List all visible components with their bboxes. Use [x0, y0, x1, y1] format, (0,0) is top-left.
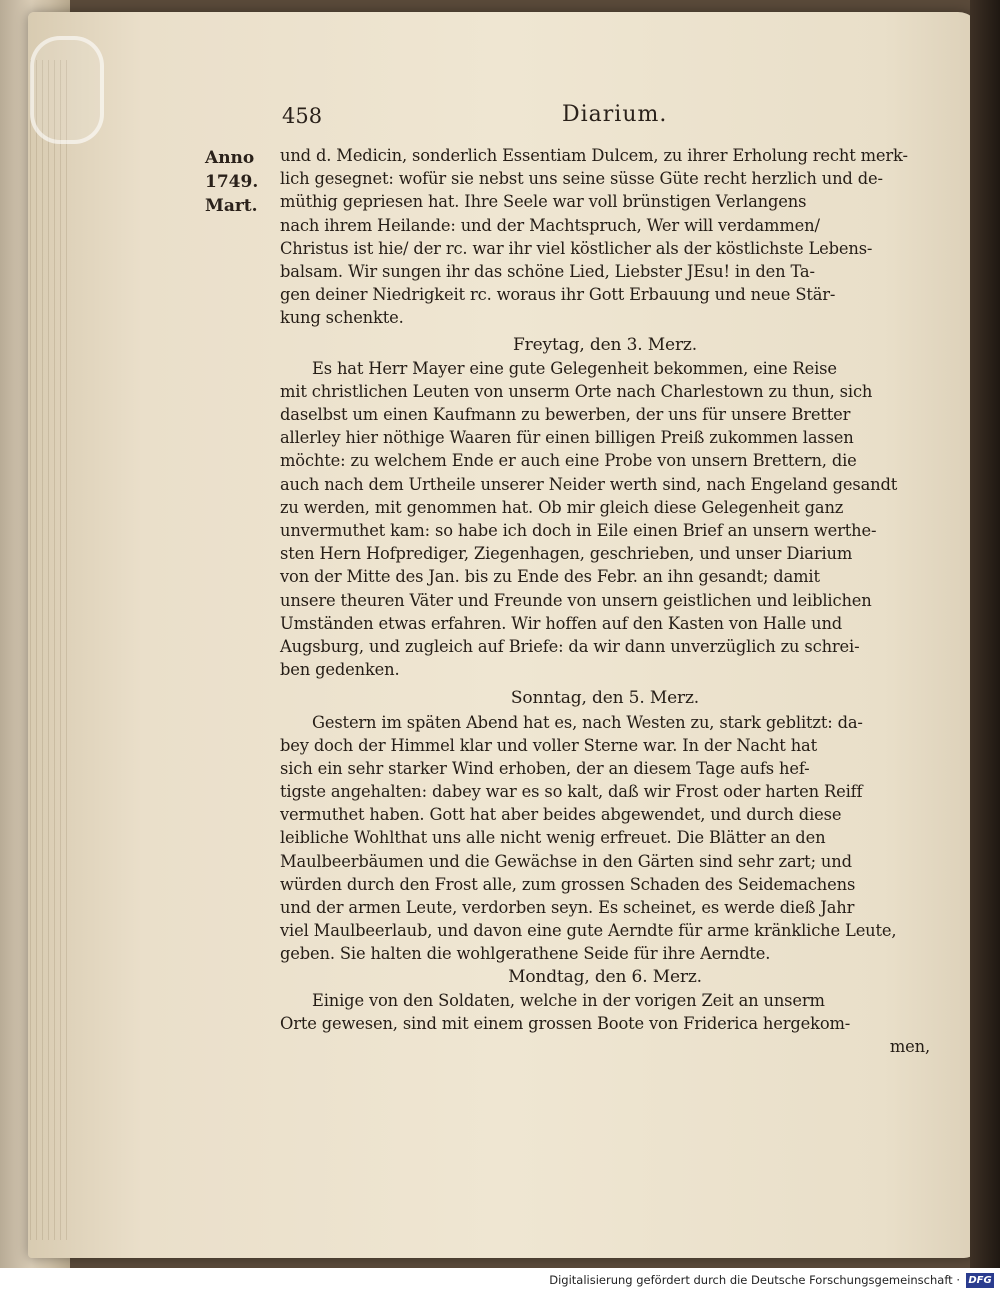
entry-heading: Mondtag, den 6. Merz. [508, 966, 702, 987]
text-line: leibliche Wohlthat uns alle nicht wenig erfreuet. Die Blätter an den [280, 828, 826, 848]
text-line: balsam. Wir sungen ihr das schöne Lied, Liebster JEsu! in den Ta- [280, 261, 815, 281]
plastic-clip [30, 36, 104, 144]
text-line: ben gedenken. [280, 660, 400, 680]
text-line: mit christlichen Leuten von unserm Orte nach Charlestown zu thun, sich [280, 381, 873, 401]
page-header [282, 100, 932, 136]
text-line: möchte: zu welchem Ende er auch eine Probe von unsern Brettern, die [280, 451, 857, 471]
text-line: Christus ist hie/ der rc. war ihr viel köstlicher als der köstlichste Lebens- [280, 238, 873, 258]
text-line: sich ein sehr starker Wind erhoben, der an diesem Tage aufs hef- [280, 758, 810, 778]
text-line: kung schenkte. [280, 308, 404, 328]
text-line: zu werden, mit genommen hat. Ob mir gleich diese Gelegenheit ganz [280, 497, 844, 517]
text-line: lich gesegnet: wofür sie nebst uns seine süsse Güte recht herzlich und de- [280, 169, 883, 189]
text-line: und d. Medicin, sonderlich Essentiam Dulcem, zu ihrer Erholung recht merk- [280, 146, 908, 165]
footer-bar [0, 1268, 1000, 1295]
text-line: müthig gepriesen hat. Ihre Seele war voll brünstigen Verlangens [280, 192, 807, 212]
margin-line: Anno [205, 148, 255, 168]
margin-line: Mart. [205, 196, 258, 216]
page-number: 458 [282, 104, 323, 128]
text-line: Maulbeerbäumen und die Gewächse in den Gärten sind sehr zart; und [280, 851, 852, 871]
text-line: unvermuthet kam: so habe ich doch in Eile einen Brief an unsern werthe- [280, 521, 877, 540]
funding-notice: Digitalisierung gefördert durch die Deutsche Forschungsgemeinschaft · [549, 1273, 960, 1287]
text-line: daselbst um einen Kaufmann zu bewerben, der uns für unsere Bretter [280, 405, 851, 425]
text-line: vermuthet haben. Gott hat aber beides abgewendet, und durch diese [280, 805, 842, 825]
text-line: tigste angehalten: dabey war es so kalt, daß wir Frost oder harten Reiff [280, 782, 863, 802]
text-line: viel Maulbeerlaub, und davon eine gute Aerndte für arme kränkliche Leute, [280, 921, 897, 941]
text-line: Umständen etwas erfahren. Wir hoffen auf den Kasten von Halle und [280, 613, 843, 633]
entry-heading: Sonntag, den 5. Merz. [510, 688, 700, 709]
text-line: allerley hier nöthige Waaren für einen billigen Preiß zukommen lassen [280, 428, 854, 448]
entry-heading: Freytag, den 3. Merz. [513, 334, 697, 355]
text-line: Einige von den Soldaten, welche in der vorigen Zeit an unserm [312, 990, 825, 1010]
text-line: unsere theuren Väter und Freunde von unsern geistlichen und leiblichen [280, 590, 872, 610]
text-line: Es hat Herr Mayer eine gute Gelegenheit bekommen, eine Reise [312, 358, 837, 378]
text-line: nach ihrem Heilande: und der Machtspruch, Wer will verdammen/ [280, 215, 820, 235]
margin-line: 1749. [205, 172, 259, 192]
text-line: geben. Sie halten die wohlgerathene Seide für ihre Aerndte. [280, 944, 771, 964]
text-line: Gestern im späten Abend hat es, nach Westen zu, stark geblitzt: da- [312, 712, 863, 732]
text-line: bey doch der Himmel klar und voller Sterne war. In der Nacht hat [280, 735, 817, 755]
catchword: men, [889, 1037, 930, 1057]
margin-note [205, 146, 277, 218]
text-line: würden durch den Frost alle, zum grossen Schaden des Seidemachens [280, 874, 856, 894]
dfg-logo: DFG [966, 1273, 994, 1288]
text-line: Orte gewesen, sind mit einem grossen Boote von Friderica hergekom- [280, 1013, 851, 1033]
running-head: Diarium. [562, 102, 668, 127]
text-line: Augsburg, und zugleich auf Briefe: da wir dann unverzüglich zu schrei- [280, 636, 860, 656]
text-line: sten Hern Hofprediger, Ziegenhagen, geschrieben, und unser Diarium [280, 544, 853, 564]
text-line: von der Mitte des Jan. bis zu Ende des Febr. an ihn gesandt; damit [280, 567, 820, 587]
text-line: auch nach dem Urtheile unserer Neider werth sind, nach Engeland gesandt [280, 474, 898, 494]
text-line: gen deiner Niedrigkeit rc. woraus ihr Gott Erbauung und neue Stär- [280, 285, 836, 305]
page-edges [30, 60, 70, 1240]
book-spine [970, 0, 1000, 1268]
text-line: und der armen Leute, verdorben seyn. Es scheinet, es werde dieß Jahr [280, 898, 855, 917]
body-text [280, 144, 930, 1058]
